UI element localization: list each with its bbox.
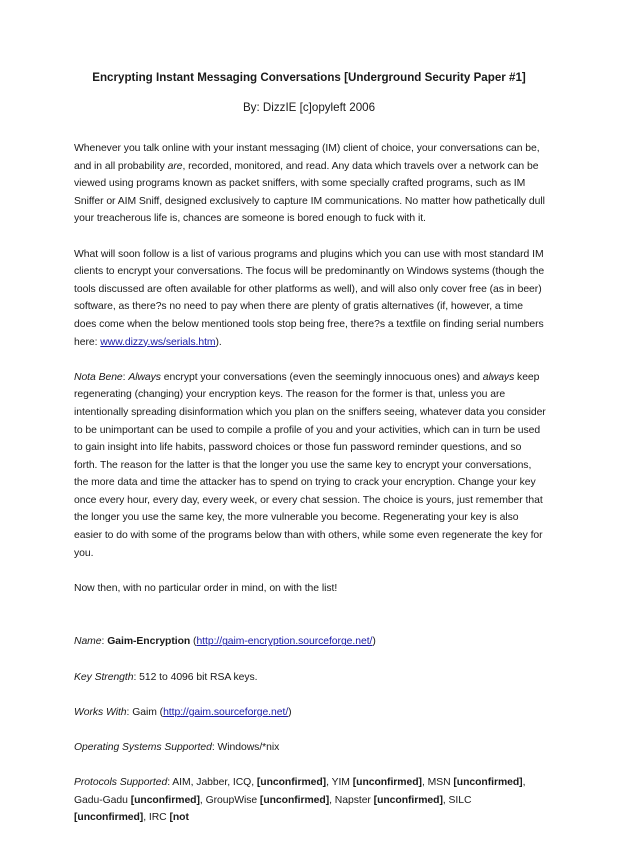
entry-works-with xyxy=(74,704,546,722)
unconfirmed-tag: [unconfirmed] xyxy=(256,777,327,789)
unconfirmed-tag: [unconfirmed] xyxy=(74,812,144,824)
unconfirmed-tag: [unconfirmed] xyxy=(259,794,330,806)
field-label: Key Strength xyxy=(74,671,134,683)
program-name: Gaim-Encryption xyxy=(107,636,191,648)
not-tag: [not xyxy=(169,812,189,824)
text-run: keep regenerating (changing) your encryption keys. The reason for the former is that, unless you are intentionally spreading disinformation which you plan on the sniffers seeing, whatever data you consider to be unimportant can be used to compile a profile of you and your activities, which can in turn be used to gain insight into life habits, password choices or those fun password reminder questions, and so forth. The reason for the latter is that the longer you use the same key to encrypt your conversations, the more data and time the attacker has to spend on trying to crack your encryption. Change your key once every hour, every day, every week, or every chat session. The choice is yours, just remember that the longer you use the same key, the more vulnerable you become. Regenerating your key is also easier to do with some of the programs below than with others, while some even regenerate the key for you. xyxy=(74,371,546,559)
field-label: Works With xyxy=(74,706,127,718)
nota-bene-label: Nota Bene xyxy=(74,371,123,383)
unconfirmed-tag: [unconfirmed] xyxy=(352,777,422,789)
text-run: , MSN xyxy=(421,777,454,789)
field-label: Name xyxy=(74,636,102,648)
text-run: , GroupWise xyxy=(199,794,260,806)
document-byline: By: DizzIE [c]opyleft 2006 xyxy=(242,101,376,114)
document-body xyxy=(74,140,546,845)
paragraph-list-intro: Now then, with no particular order in mind, on with the list! xyxy=(74,582,338,594)
emphasis-text: are xyxy=(167,160,183,172)
unconfirmed-tag: [unconfirmed] xyxy=(453,777,523,789)
paragraph-intro xyxy=(74,140,546,228)
field-label: Protocols Supported xyxy=(74,777,168,789)
text-run: , Napster xyxy=(329,794,374,806)
text-run: ). xyxy=(215,336,222,348)
field-value: : Windows/*nix xyxy=(211,742,280,753)
text-run: , YIM xyxy=(326,777,353,789)
paragraph-overview xyxy=(74,246,546,352)
unconfirmed-tag: [unconfirmed] xyxy=(373,794,443,806)
text-run: What will soon follow is a list of various programs and plugins which you can use with most standard IM clients to encrypt your conversations. The focus will be predominantly on Windows systems (though the tools discussed are often available for other platforms as well), and will also only cover free (as in beer) software, as there?s no need to pay when there are plenty of gratis alternatives (if, however, a time does come when the below mentioned tools stop being free, there?s a textfile on finding serial numbers here: xyxy=(74,248,545,348)
gaim-encryption-link[interactable]: http://gaim-encryption.sourceforge.net/ xyxy=(196,636,373,648)
text-run: : xyxy=(122,371,129,383)
text-run: ( xyxy=(190,636,197,648)
entry-protocols-supported xyxy=(74,774,546,827)
entry-os-supported xyxy=(74,739,546,757)
entry-key-strength xyxy=(74,669,546,687)
serials-link[interactable]: www.dizzy.ws/serials.htm xyxy=(100,336,216,348)
text-run: : xyxy=(101,636,108,648)
unconfirmed-tag: [unconfirmed] xyxy=(130,794,200,806)
field-label: Operating Systems Supported xyxy=(74,742,212,753)
entry-name xyxy=(74,633,546,651)
field-value: : Gaim ( xyxy=(126,706,164,718)
text-run: , recorded, monitored, and read. Any data which travels over a network can be viewed using programs known as packet sniffers, with some specially crafted programs, such as IM Sniffer or AIM Sniff, designed exclusively to capture IM communications. No matter how pathetically dull your treacherous life is, chances are someone is bored enough to fuck with it. xyxy=(74,160,545,225)
text-run: Whenever you talk online with your instant messaging (IM) client of choice, your conversations can be, and in all probability xyxy=(74,143,540,172)
gaim-link[interactable]: http://gaim.sourceforge.net/ xyxy=(163,706,289,718)
text-run: , IRC xyxy=(143,812,170,824)
paragraph-nota-bene xyxy=(74,369,546,563)
text-run: : AIM, Jabber, ICQ, xyxy=(167,777,257,789)
document-title: Encrypting Instant Messaging Conversations [Underground Security Paper #1] xyxy=(92,71,526,84)
text-run: encrypt your conversations (even the seemingly innocuous ones) and xyxy=(160,371,483,383)
text-run: , SILC xyxy=(442,794,472,806)
field-value: : 512 to 4096 bit RSA keys. xyxy=(133,671,258,683)
text-run: , Gadu-Gadu xyxy=(74,777,526,806)
emphasis-text: Always xyxy=(128,371,161,383)
text-run: ) xyxy=(372,636,376,648)
text-run: ) xyxy=(288,706,292,718)
emphasis-text: always xyxy=(482,371,515,383)
